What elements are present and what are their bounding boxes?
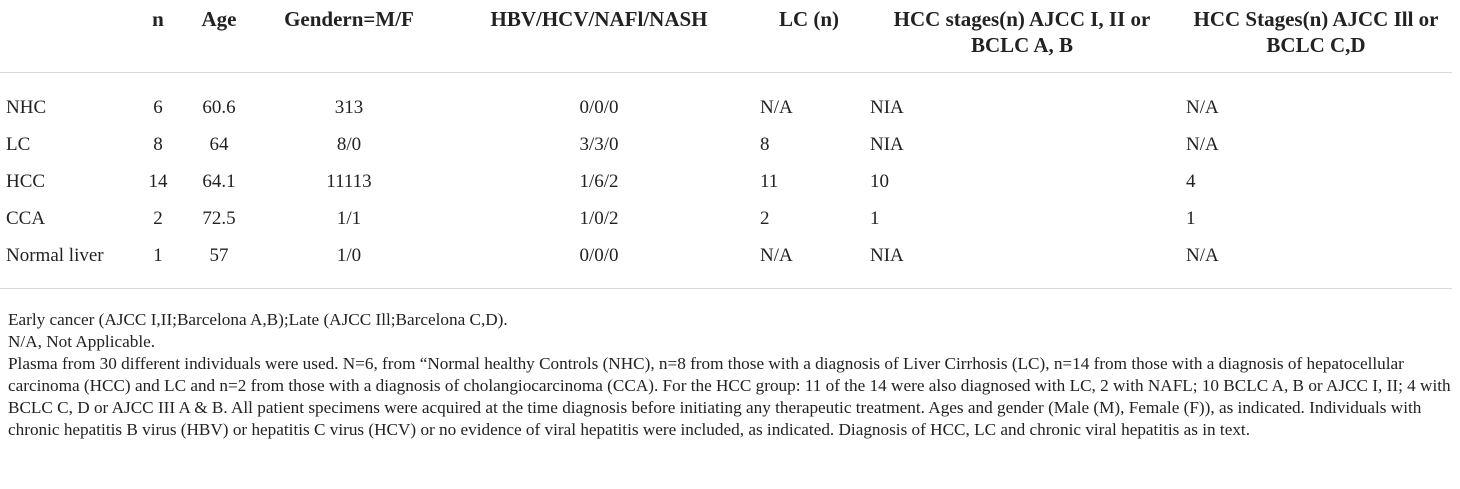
cell-n: 2 (153, 207, 163, 229)
cell-hcc-late: 4 (1186, 170, 1196, 192)
cell-age: 64.1 (202, 170, 236, 192)
cell-lc: N/A (754, 237, 864, 289)
table-header-row (0, 0, 1452, 73)
cell-gender: 11113 (326, 170, 372, 192)
cell-hcc-early: NIA (870, 133, 904, 155)
cell-age: 72.5 (202, 207, 236, 229)
table-footnotes (8, 309, 1452, 441)
header-n: n (132, 0, 184, 73)
cell-hcc-late: N/A (1180, 237, 1452, 289)
cell-n: 8 (153, 133, 163, 155)
cell-n: 6 (153, 96, 163, 118)
header-hcc-early: HCC stages(n) AJCC I, II or BCLC A, B (864, 0, 1180, 73)
header-etiology: HBV/HCV/NAFl/NASH (444, 0, 754, 73)
cell-hcc-early: 10 (870, 170, 889, 192)
cell-etiology: 1/0/2 (579, 207, 619, 229)
cell-hcc-early: NIA (870, 96, 904, 118)
cell-age: 60.6 (202, 96, 236, 118)
cell-hcc-late: N/A (1186, 96, 1219, 118)
cell-hcc-early: 1 (870, 207, 880, 229)
cell-etiology: 3/3/0 (579, 133, 619, 155)
cell-hcc-early: NIA (864, 237, 1180, 289)
cell-gender: 1/0 (254, 237, 444, 289)
cell-group: NHC (6, 96, 47, 118)
cell-group: LC (6, 133, 31, 155)
footnote-stage-definition: Early cancer (AJCC I,II;Barcelona A,B);Late (AJCC Ill;Barcelona C,D). (8, 310, 508, 329)
table-row (0, 200, 1452, 237)
cell-age: 64 (209, 133, 229, 155)
cell-lc: 11 (760, 170, 779, 192)
cell-etiology: 1/6/2 (579, 170, 619, 192)
cell-hcc-late: 1 (1186, 207, 1196, 229)
footnote-abbreviation: N/A, Not Applicable. (8, 332, 156, 351)
table-row (0, 237, 1452, 289)
cell-gender: 8/0 (336, 133, 362, 155)
cell-gender: 1/1 (336, 207, 362, 229)
cell-group: HCC (6, 170, 46, 192)
header-gender: Gendern=M/F (254, 0, 444, 73)
header-lc: LC (n) (754, 0, 864, 73)
cell-hcc-late: N/A (1186, 133, 1219, 155)
cell-lc: N/A (760, 96, 793, 118)
cell-group: CCA (6, 207, 46, 229)
cell-lc: 8 (760, 133, 770, 155)
table-row (0, 126, 1452, 163)
header-group (0, 0, 132, 73)
cell-n: 1 (132, 237, 184, 289)
cell-age: 57 (184, 237, 254, 289)
cell-n: 14 (148, 170, 168, 192)
footnote-cohort-description: Plasma from 30 different individuals were used. N=6, from “Normal healthy Controls (NHC), n=8 from those with a diagnosis of Liver Cirrhosis (LC), n=14 from those with a diagnosis of hepatocellular carcinoma (HCC) and LC and n=2 from those with a diagnosis of cholangiocarcinoma (CCA). For the HCC group: 11 of the 14 were also diagnosed with LC, 2 with NAFL; 10 BCLC A, B or AJCC I, II; 4 with BCLC C, D or AJCC III A & B. All patient specimens were acquired at the time diagnosis before initiating any therapeutic treatment. Ages and gender (Male (M), Female (F)), as indicated. Individuals with chronic hepatitis B virus (HBV) or hepatitis C virus (HCV) or no evidence of viral hepatitis were included, as indicated. Diagnosis of HCC, LC and chronic viral hepatitis as in text. (8, 354, 1451, 439)
cell-lc: 2 (760, 207, 770, 229)
cell-etiology: 0/0/0 (579, 96, 619, 118)
table-row (0, 163, 1452, 200)
cell-gender: 313 (334, 96, 364, 118)
header-hcc-late: HCC Stages(n) AJCC Ill or BCLC C,D (1180, 0, 1452, 73)
table-row (0, 73, 1452, 127)
cell-etiology: 0/0/0 (444, 237, 754, 289)
cell-group: Normal liver (0, 237, 132, 289)
header-age: Age (184, 0, 254, 73)
